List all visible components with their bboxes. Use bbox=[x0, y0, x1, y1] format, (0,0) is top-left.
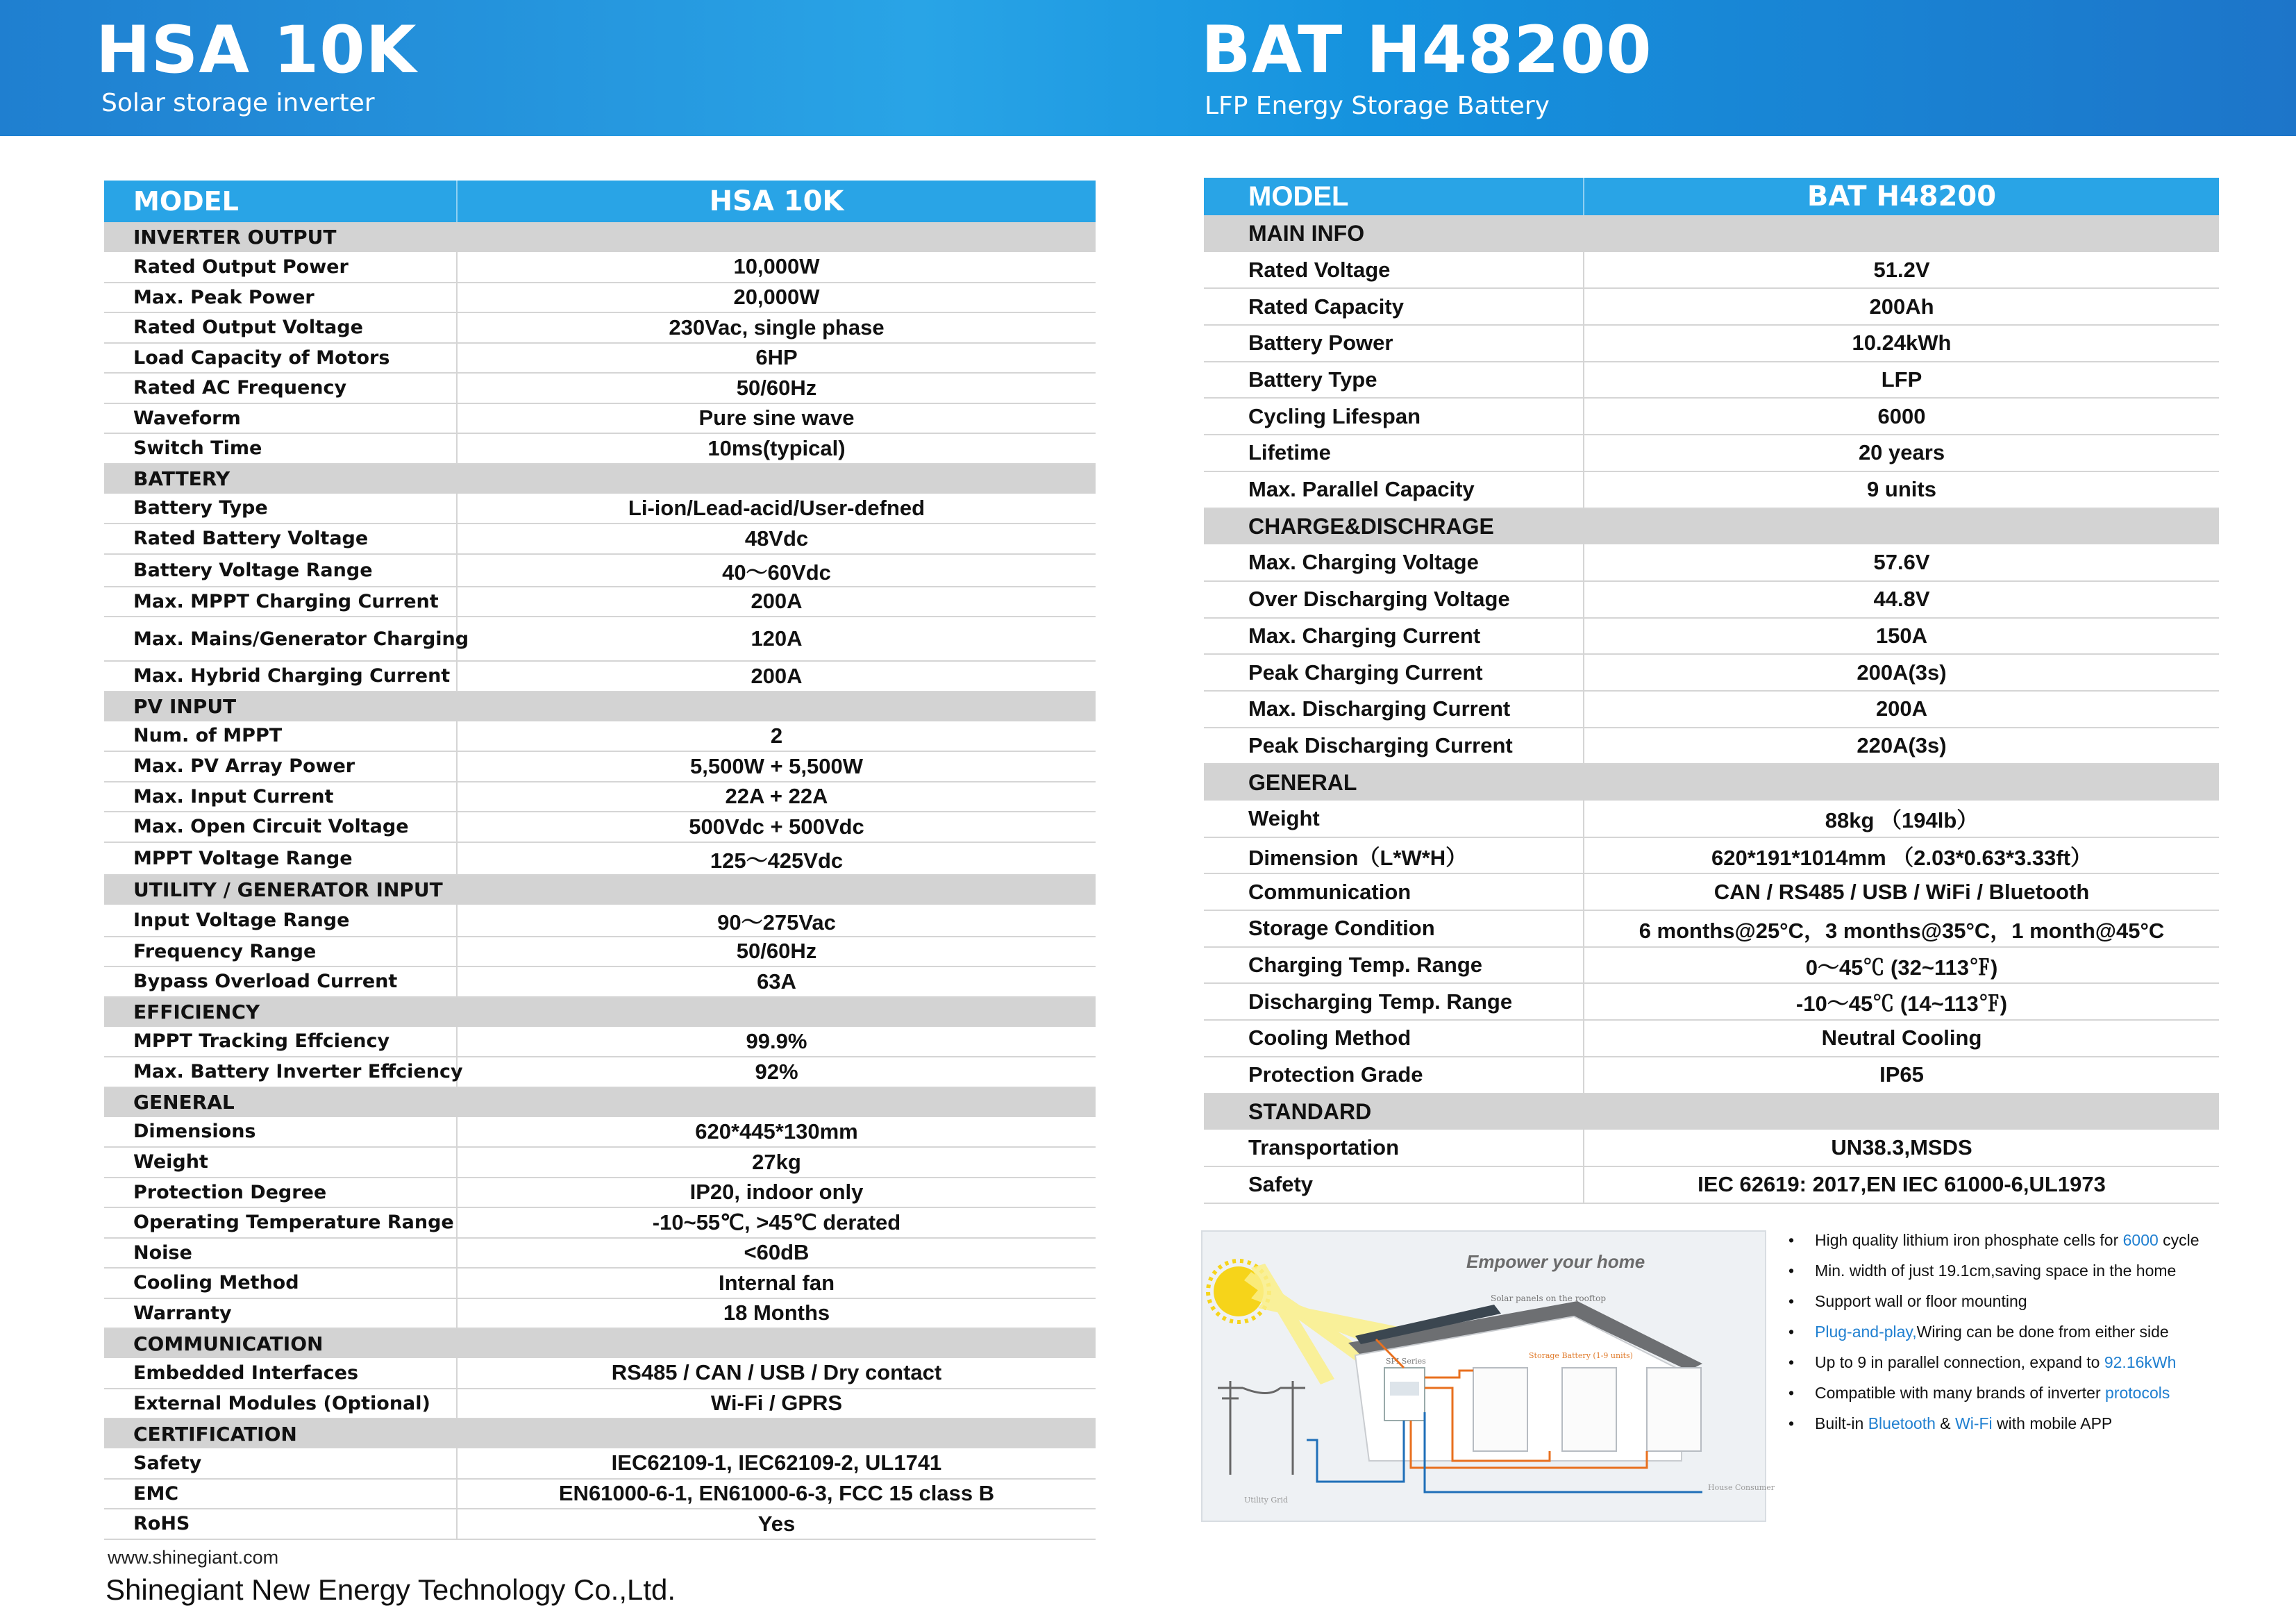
section-title: UTILITY / GENERATOR INPUT bbox=[104, 875, 1096, 905]
spec-row bbox=[1204, 581, 2219, 618]
spec-row bbox=[104, 1298, 1096, 1329]
spec-value: IEC62109-1, IEC62109-2, UL1741 bbox=[457, 1448, 1096, 1479]
battery-feature-list bbox=[1788, 1225, 2274, 1439]
feature-item bbox=[1788, 1378, 2274, 1408]
spec-value: 200A bbox=[1584, 691, 2219, 728]
spec-value: 10.24kWh bbox=[1584, 325, 2219, 362]
spec-key: Weight bbox=[1204, 801, 1584, 837]
section-header bbox=[104, 875, 1096, 905]
system-diagram bbox=[1203, 1232, 1775, 1523]
feature-item bbox=[1788, 1347, 2274, 1378]
spec-row bbox=[104, 1358, 1096, 1389]
house-label: House Consumer bbox=[1708, 1483, 1775, 1492]
spec-row bbox=[1204, 325, 2219, 362]
spec-key: Num. of MPPT bbox=[104, 721, 457, 752]
feature-text: cycle bbox=[2158, 1231, 2199, 1249]
section-header bbox=[104, 1087, 1096, 1117]
spec-row bbox=[104, 905, 1096, 937]
spec-key: Max. Input Current bbox=[104, 782, 457, 812]
feature-text: Up to 9 in parallel connection, expand to bbox=[1815, 1353, 2104, 1371]
spec-key: Peak Charging Current bbox=[1204, 654, 1584, 691]
section-title: EFFICIENCY bbox=[104, 997, 1096, 1027]
spec-row bbox=[104, 1027, 1096, 1057]
spec-row bbox=[104, 343, 1096, 374]
spec-row bbox=[1204, 947, 2219, 984]
section-title: PV INPUT bbox=[104, 692, 1096, 721]
spec-key: Switch Time bbox=[104, 433, 457, 464]
spec-key: Rated Battery Voltage bbox=[104, 524, 457, 554]
spec-row bbox=[1204, 1166, 2219, 1203]
grid-label: Utility Grid bbox=[1244, 1496, 1288, 1505]
spec-row bbox=[104, 1147, 1096, 1178]
spec-key: Peak Discharging Current bbox=[1204, 728, 1584, 764]
spec-key: Load Capacity of Motors bbox=[104, 343, 457, 374]
spec-row bbox=[104, 433, 1096, 464]
spec-value: 500Vdc + 500Vdc bbox=[457, 812, 1096, 842]
feature-highlight: protocols bbox=[2105, 1384, 2170, 1402]
section-title: CERTIFICATION bbox=[104, 1418, 1096, 1448]
spec-key: Transportation bbox=[1204, 1130, 1584, 1166]
spec-key: MPPT Voltage Range bbox=[104, 842, 457, 875]
feature-text: Compatible with many brands of inverter bbox=[1815, 1384, 2106, 1402]
feature-item bbox=[1788, 1286, 2274, 1316]
spec-value: 88kg （194lb） bbox=[1584, 801, 2219, 837]
spec-row bbox=[104, 312, 1096, 343]
spec-value: 48Vdc bbox=[457, 524, 1096, 554]
feature-text: Wiring can be done from either side bbox=[1916, 1323, 2169, 1341]
spec-value: 200Ah bbox=[1584, 288, 2219, 325]
spec-key: External Modules (Optional) bbox=[104, 1389, 457, 1419]
spec-key: Warranty bbox=[104, 1298, 457, 1329]
spec-row bbox=[104, 1509, 1096, 1539]
section-header bbox=[1204, 1094, 2219, 1130]
spec-row bbox=[1204, 618, 2219, 655]
spec-value: UN38.3,MSDS bbox=[1584, 1130, 2219, 1166]
spec-key: Storage Condition bbox=[1204, 910, 1584, 947]
spec-value: 200A bbox=[457, 587, 1096, 617]
spec-key: Rated AC Frequency bbox=[104, 373, 457, 403]
spec-value: 22A + 22A bbox=[457, 782, 1096, 812]
spec-key: Weight bbox=[104, 1147, 457, 1178]
section-title: GENERAL bbox=[104, 1087, 1096, 1117]
spec-value: -10~55℃, >45℃ derated bbox=[457, 1207, 1096, 1238]
spec-row bbox=[1204, 873, 2219, 910]
feature-highlight: Bluetooth bbox=[1868, 1414, 1936, 1432]
spec-key: Safety bbox=[1204, 1166, 1584, 1203]
spec-value: 6HP bbox=[457, 343, 1096, 374]
spec-value: 120A bbox=[457, 617, 1096, 661]
section-header bbox=[1204, 764, 2219, 801]
spec-value: 50/60Hz bbox=[457, 373, 1096, 403]
spec-value: 620*191*1014mm （2.03*0.63*3.33ft） bbox=[1584, 837, 2219, 874]
section-title: BATTERY bbox=[104, 464, 1096, 494]
spec-value: 10,000W bbox=[457, 252, 1096, 283]
spec-value: 63A bbox=[457, 966, 1096, 997]
website-link[interactable]: www.shinegiant.com bbox=[108, 1547, 279, 1568]
spec-row bbox=[104, 782, 1096, 812]
feature-highlight: 92.16kWh bbox=[2104, 1353, 2177, 1371]
spec-value: 0～45℃ (32~113℉) bbox=[1584, 947, 2219, 984]
spec-row bbox=[104, 721, 1096, 752]
spec-value: 9 units bbox=[1584, 471, 2219, 508]
company-name: Shinegiant New Energy Technology Co.,Ltd. bbox=[106, 1573, 676, 1606]
spec-value: 5,500W + 5,500W bbox=[457, 751, 1096, 782]
spec-row bbox=[104, 1117, 1096, 1148]
inverter-subtitle: Solar storage inverter bbox=[101, 89, 375, 117]
feature-item bbox=[1788, 1316, 2274, 1347]
feature-text: High quality lithium iron phosphate cells for bbox=[1815, 1231, 2123, 1249]
spec-row bbox=[1204, 288, 2219, 325]
spec-row bbox=[104, 1238, 1096, 1269]
section-header bbox=[1204, 215, 2219, 252]
spec-row bbox=[104, 1479, 1096, 1509]
spec-key: Max. Battery Inverter Effciency bbox=[104, 1057, 457, 1087]
spec-key: Cycling Lifespan bbox=[1204, 398, 1584, 435]
spec-row bbox=[104, 1057, 1096, 1087]
spec-key: Battery Type bbox=[1204, 362, 1584, 399]
spec-key: Rated Voltage bbox=[1204, 252, 1584, 289]
spec-value: 40～60Vdc bbox=[457, 554, 1096, 587]
spec-value: 20,000W bbox=[457, 283, 1096, 313]
spec-key: Max. Mains/Generator Charging bbox=[104, 617, 457, 661]
spec-row bbox=[1204, 910, 2219, 947]
spec-key: Max. Discharging Current bbox=[1204, 691, 1584, 728]
spec-value: Li-ion/Lead-acid/User-defned bbox=[457, 494, 1096, 524]
spec-key: Bypass Overload Current bbox=[104, 966, 457, 997]
spec-row bbox=[1204, 435, 2219, 471]
feature-item bbox=[1788, 1255, 2274, 1286]
spec-key: Protection Grade bbox=[1204, 1057, 1584, 1094]
feature-highlight: Wi-Fi bbox=[1955, 1414, 1993, 1432]
spec-value: 18 Months bbox=[457, 1298, 1096, 1329]
spec-value: 50/60Hz bbox=[457, 937, 1096, 967]
spec-key: Max. PV Array Power bbox=[104, 751, 457, 782]
section-header bbox=[104, 1418, 1096, 1448]
spec-key: Over Discharging Voltage bbox=[1204, 581, 1584, 618]
section-title: CHARGE&DISCHRAGE bbox=[1204, 508, 2219, 545]
spec-value: 220A(3s) bbox=[1584, 728, 2219, 764]
spec-key: Battery Type bbox=[104, 494, 457, 524]
spec-row bbox=[1204, 1057, 2219, 1094]
panels-label: Solar panels on the rooftop bbox=[1491, 1294, 1607, 1303]
feature-text: Support wall or floor mounting bbox=[1815, 1292, 2027, 1310]
spec-value: 6000 bbox=[1584, 398, 2219, 435]
spec-row bbox=[104, 1448, 1096, 1479]
spec-row bbox=[104, 1389, 1096, 1419]
battery-subtitle: LFP Energy Storage Battery bbox=[1205, 92, 1550, 120]
spec-row bbox=[104, 403, 1096, 434]
spec-key: Charging Temp. Range bbox=[1204, 947, 1584, 984]
feature-text: & bbox=[1935, 1414, 1956, 1432]
spec-row bbox=[104, 373, 1096, 403]
spec-key: Cooling Method bbox=[104, 1268, 457, 1298]
section-header bbox=[1204, 508, 2219, 545]
spec-value: 51.2V bbox=[1584, 252, 2219, 289]
spec-key: Dimension（L*W*H） bbox=[1204, 837, 1584, 874]
spec-key: Lifetime bbox=[1204, 435, 1584, 471]
spec-key: Noise bbox=[104, 1238, 457, 1269]
spec-key: Safety bbox=[104, 1448, 457, 1479]
spec-value: 230Vac, single phase bbox=[457, 312, 1096, 343]
spec-value: CAN / RS485 / USB / WiFi / Bluetooth bbox=[1584, 873, 2219, 910]
section-title: INVERTER OUTPUT bbox=[104, 222, 1096, 252]
section-title: MAIN INFO bbox=[1204, 215, 2219, 252]
spec-key: Rated Output Power bbox=[104, 252, 457, 283]
spec-row bbox=[1204, 983, 2219, 1020]
spec-key: Input Voltage Range bbox=[104, 905, 457, 937]
spec-key: MPPT Tracking Effciency bbox=[104, 1027, 457, 1057]
section-header bbox=[104, 997, 1096, 1027]
feature-text: Built-in bbox=[1815, 1414, 1868, 1432]
feature-highlight: 6000 bbox=[2122, 1231, 2159, 1249]
spec-key: Max. MPPT Charging Current bbox=[104, 587, 457, 617]
spec-key: Rated Capacity bbox=[1204, 288, 1584, 325]
spec-value: 200A bbox=[457, 661, 1096, 692]
spec-row bbox=[104, 587, 1096, 617]
spec-row bbox=[104, 283, 1096, 313]
home-system-illustration bbox=[1201, 1230, 1775, 1522]
spec-row bbox=[1204, 398, 2219, 435]
model-label: MODEL bbox=[104, 181, 457, 222]
spec-value: -10～45℃ (14~113℉) bbox=[1584, 983, 2219, 1020]
spec-row bbox=[104, 812, 1096, 842]
spec-row bbox=[104, 554, 1096, 587]
spec-key: Waveform bbox=[104, 403, 457, 434]
spec-value: 200A(3s) bbox=[1584, 654, 2219, 691]
battery-spec-table bbox=[1204, 178, 2219, 1204]
spec-value: Internal fan bbox=[457, 1268, 1096, 1298]
spec-key: Operating Temperature Range bbox=[104, 1207, 457, 1238]
spec-key: Rated Output Voltage bbox=[104, 312, 457, 343]
model-value: BAT H48200 bbox=[1584, 178, 2219, 215]
utility-pole-icon bbox=[1218, 1381, 1305, 1475]
spec-row bbox=[104, 1178, 1096, 1208]
spec-value: 150A bbox=[1584, 618, 2219, 655]
inverter-title: HSA 10K bbox=[96, 12, 417, 88]
spec-row bbox=[104, 661, 1096, 692]
spec-value: Pure sine wave bbox=[457, 403, 1096, 434]
model-header-row bbox=[104, 181, 1096, 222]
spec-value: 620*445*130mm bbox=[457, 1117, 1096, 1148]
spec-row bbox=[1204, 471, 2219, 508]
spec-row bbox=[104, 494, 1096, 524]
spec-row bbox=[104, 937, 1096, 967]
spec-row bbox=[1204, 801, 2219, 837]
spec-row bbox=[1204, 1020, 2219, 1057]
section-title: STANDARD bbox=[1204, 1094, 2219, 1130]
spec-value: 2 bbox=[457, 721, 1096, 752]
spec-value: IEC 62619: 2017,EN IEC 61000-6,UL1973 bbox=[1584, 1166, 2219, 1203]
spec-key: Max. Charging Current bbox=[1204, 618, 1584, 655]
battery-unit-icons bbox=[1473, 1368, 1701, 1451]
spec-row bbox=[1204, 691, 2219, 728]
spec-key: Battery Voltage Range bbox=[104, 554, 457, 587]
spec-row bbox=[104, 966, 1096, 997]
spec-key: EMC bbox=[104, 1479, 457, 1509]
spec-row bbox=[104, 252, 1096, 283]
spec-row bbox=[104, 617, 1096, 661]
spec-row bbox=[1204, 837, 2219, 874]
model-value: HSA 10K bbox=[457, 181, 1096, 222]
spec-key: Cooling Method bbox=[1204, 1020, 1584, 1057]
spec-key: Embedded Interfaces bbox=[104, 1358, 457, 1389]
spec-value: 92% bbox=[457, 1057, 1096, 1087]
spec-key: Max. Parallel Capacity bbox=[1204, 471, 1584, 508]
spec-key: Max. Peak Power bbox=[104, 283, 457, 313]
spec-value: IP20, indoor only bbox=[457, 1178, 1096, 1208]
spec-value: 10ms(typical) bbox=[457, 433, 1096, 464]
feature-highlight: Plug-and-play, bbox=[1815, 1323, 1917, 1341]
spec-value: 20 years bbox=[1584, 435, 2219, 471]
spec-value: 44.8V bbox=[1584, 581, 2219, 618]
illustration-tagline: Empower your home bbox=[1466, 1251, 1645, 1272]
spec-value: Wi-Fi / GPRS bbox=[457, 1389, 1096, 1419]
spec-value: EN61000-6-1, EN61000-6-3, FCC 15 class B bbox=[457, 1479, 1096, 1509]
section-title: GENERAL bbox=[1204, 764, 2219, 801]
spec-key: Dimensions bbox=[104, 1117, 457, 1148]
spec-key: Frequency Range bbox=[104, 937, 457, 967]
spec-key: Max. Hybrid Charging Current bbox=[104, 661, 457, 692]
section-header bbox=[104, 222, 1096, 252]
spec-value: Neutral Cooling bbox=[1584, 1020, 2219, 1057]
spec-row bbox=[104, 1268, 1096, 1298]
spec-row bbox=[1204, 1130, 2219, 1166]
spec-row bbox=[104, 1207, 1096, 1238]
inverter-label: SPI Series bbox=[1386, 1357, 1426, 1366]
spec-row bbox=[1204, 362, 2219, 399]
inverter-spec-table bbox=[104, 181, 1096, 1540]
model-label: MODEL bbox=[1204, 178, 1584, 215]
spec-row bbox=[104, 524, 1096, 554]
spec-key: Communication bbox=[1204, 873, 1584, 910]
spec-key: Battery Power bbox=[1204, 325, 1584, 362]
feature-text: Min. width of just 19.1cm,saving space in the home bbox=[1815, 1262, 2177, 1280]
section-header bbox=[104, 1328, 1096, 1358]
spec-key: Protection Degree bbox=[104, 1178, 457, 1208]
spec-key: Max. Charging Voltage bbox=[1204, 544, 1584, 581]
section-title: COMMUNICATION bbox=[104, 1328, 1096, 1358]
spec-row bbox=[1204, 654, 2219, 691]
spec-row bbox=[1204, 544, 2219, 581]
battery-title: BAT H48200 bbox=[1201, 12, 1652, 88]
spec-value: LFP bbox=[1584, 362, 2219, 399]
spec-value: Yes bbox=[457, 1509, 1096, 1539]
spec-value: 99.9% bbox=[457, 1027, 1096, 1057]
spec-row bbox=[1204, 728, 2219, 764]
spec-value: 125～425Vdc bbox=[457, 842, 1096, 875]
spec-value: 27kg bbox=[457, 1147, 1096, 1178]
section-header bbox=[104, 692, 1096, 721]
section-header bbox=[104, 464, 1096, 494]
spec-value: RS485 / CAN / USB / Dry contact bbox=[457, 1358, 1096, 1389]
spec-value: <60dB bbox=[457, 1238, 1096, 1269]
feature-item bbox=[1788, 1408, 2274, 1439]
spec-key: Discharging Temp. Range bbox=[1204, 983, 1584, 1020]
spec-row bbox=[104, 751, 1096, 782]
spec-key: Max. Open Circuit Voltage bbox=[104, 812, 457, 842]
spec-value: IP65 bbox=[1584, 1057, 2219, 1094]
feature-text: with mobile APP bbox=[1992, 1414, 2113, 1432]
feature-item bbox=[1788, 1225, 2274, 1255]
model-header-row bbox=[1204, 178, 2219, 215]
battery-label: Storage Battery (1-9 units) bbox=[1529, 1351, 1633, 1360]
spec-row bbox=[1204, 252, 2219, 289]
spec-value: 90～275Vac bbox=[457, 905, 1096, 937]
spec-value: 57.6V bbox=[1584, 544, 2219, 581]
spec-value: 6 months@25°C，3 months@35°C，1 month@45°C bbox=[1584, 910, 2219, 947]
spec-row bbox=[104, 842, 1096, 875]
spec-key: RoHS bbox=[104, 1509, 457, 1539]
header-banner bbox=[0, 0, 2296, 136]
